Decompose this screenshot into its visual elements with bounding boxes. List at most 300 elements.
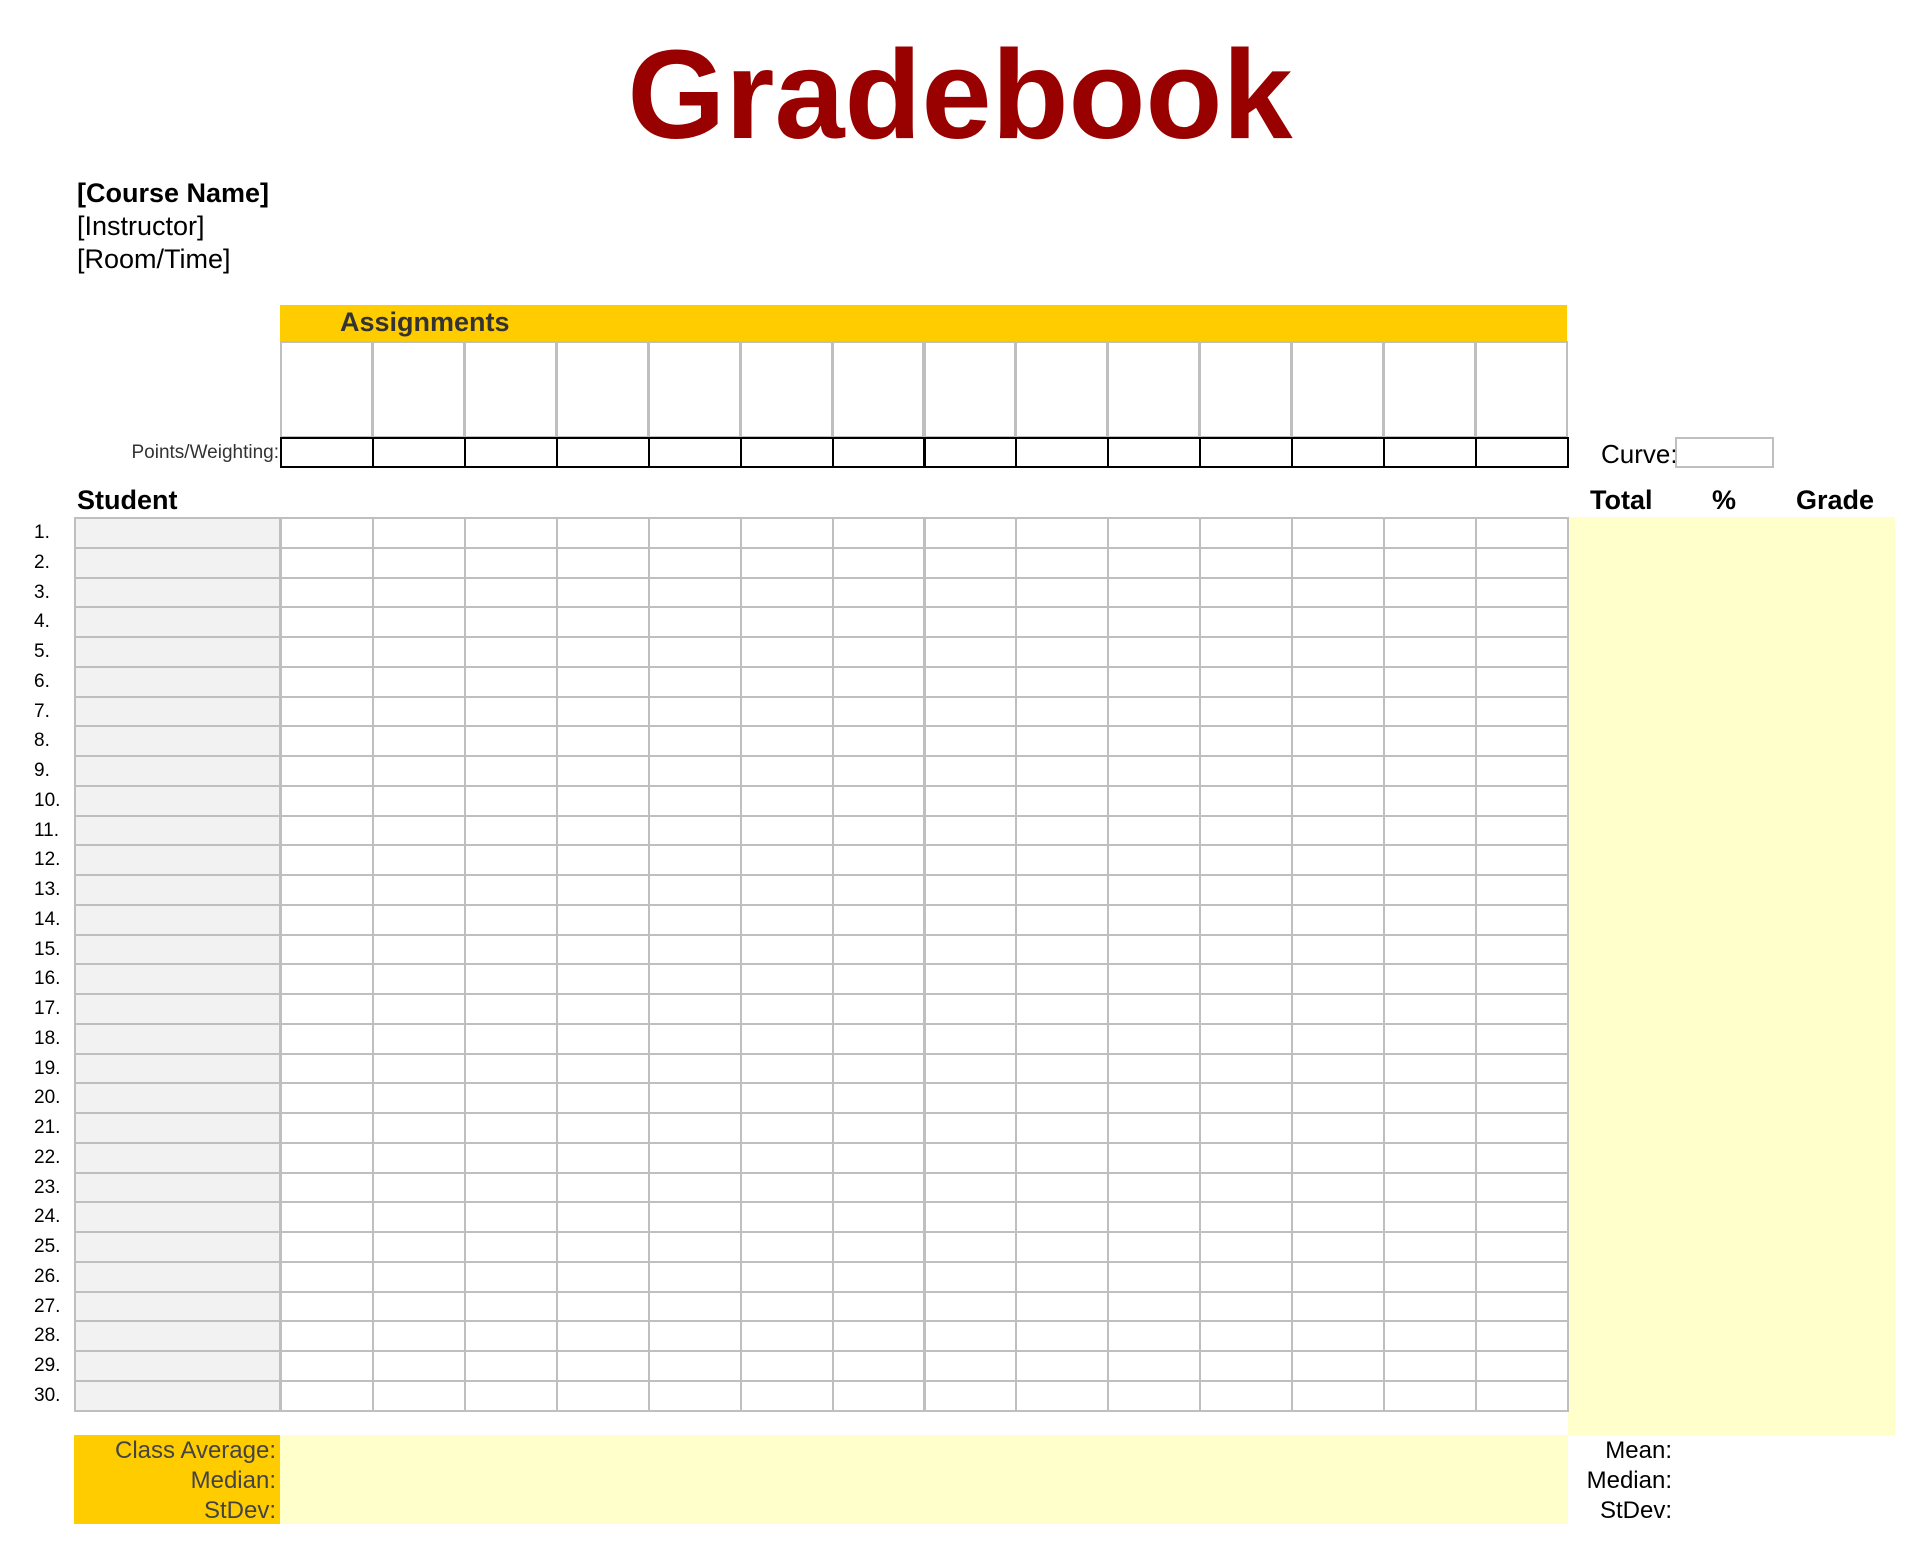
score-cell[interactable] bbox=[1475, 1201, 1569, 1233]
score-cell[interactable] bbox=[280, 934, 374, 966]
score-cell[interactable] bbox=[1383, 844, 1477, 876]
score-cell[interactable] bbox=[280, 785, 374, 817]
score-cell[interactable] bbox=[832, 577, 926, 609]
score-cell[interactable] bbox=[1291, 547, 1385, 579]
student-name-cell[interactable] bbox=[74, 1112, 281, 1144]
score-cell[interactable] bbox=[1475, 1231, 1569, 1263]
score-cell[interactable] bbox=[832, 815, 926, 847]
score-cell[interactable] bbox=[372, 577, 466, 609]
score-cell[interactable] bbox=[280, 1172, 374, 1204]
score-cell[interactable] bbox=[648, 666, 742, 698]
score-cell[interactable] bbox=[1015, 1172, 1109, 1204]
score-cell[interactable] bbox=[280, 696, 374, 728]
score-cell[interactable] bbox=[832, 1082, 926, 1114]
score-cell[interactable] bbox=[280, 993, 374, 1025]
score-cell[interactable] bbox=[280, 844, 374, 876]
points-cell[interactable] bbox=[1199, 437, 1293, 468]
score-cell[interactable] bbox=[1475, 577, 1569, 609]
score-cell[interactable] bbox=[1475, 785, 1569, 817]
score-cell[interactable] bbox=[556, 1172, 650, 1204]
score-cell[interactable] bbox=[924, 577, 1018, 609]
score-cell[interactable] bbox=[280, 1082, 374, 1114]
score-cell[interactable] bbox=[648, 1350, 742, 1382]
score-cell[interactable] bbox=[464, 904, 558, 936]
score-cell[interactable] bbox=[372, 1350, 466, 1382]
score-cell[interactable] bbox=[1199, 1261, 1293, 1293]
score-cell[interactable] bbox=[1291, 1201, 1385, 1233]
score-cell[interactable] bbox=[280, 636, 374, 668]
score-cell[interactable] bbox=[648, 844, 742, 876]
score-cell[interactable] bbox=[372, 1053, 466, 1085]
score-cell[interactable] bbox=[1475, 1172, 1569, 1204]
score-cell[interactable] bbox=[1107, 934, 1201, 966]
student-name-cell[interactable] bbox=[74, 547, 281, 579]
score-cell[interactable] bbox=[372, 963, 466, 995]
score-cell[interactable] bbox=[740, 606, 834, 638]
score-cell[interactable] bbox=[1291, 606, 1385, 638]
score-cell[interactable] bbox=[556, 517, 650, 549]
assignment-name-cell[interactable] bbox=[556, 341, 649, 438]
score-cell[interactable] bbox=[648, 547, 742, 579]
score-cell[interactable] bbox=[1107, 696, 1201, 728]
score-cell[interactable] bbox=[832, 696, 926, 728]
score-cell[interactable] bbox=[556, 1142, 650, 1174]
score-cell[interactable] bbox=[1015, 874, 1109, 906]
points-cell[interactable] bbox=[740, 437, 834, 468]
score-cell[interactable] bbox=[924, 1261, 1018, 1293]
score-cell[interactable] bbox=[740, 904, 834, 936]
instructor[interactable]: [Instructor] bbox=[77, 211, 205, 241]
score-cell[interactable] bbox=[1475, 1350, 1569, 1382]
score-cell[interactable] bbox=[1291, 1053, 1385, 1085]
score-cell[interactable] bbox=[924, 844, 1018, 876]
score-cell[interactable] bbox=[648, 1201, 742, 1233]
score-cell[interactable] bbox=[556, 785, 650, 817]
score-cell[interactable] bbox=[372, 666, 466, 698]
score-cell[interactable] bbox=[648, 1380, 742, 1412]
score-cell[interactable] bbox=[1383, 874, 1477, 906]
score-cell[interactable] bbox=[280, 755, 374, 787]
score-cell[interactable] bbox=[1107, 815, 1201, 847]
score-cell[interactable] bbox=[372, 1320, 466, 1352]
score-cell[interactable] bbox=[1199, 1023, 1293, 1055]
score-cell[interactable] bbox=[280, 1231, 374, 1263]
score-cell[interactable] bbox=[832, 1142, 926, 1174]
score-cell[interactable] bbox=[372, 725, 466, 757]
score-cell[interactable] bbox=[740, 1142, 834, 1174]
score-cell[interactable] bbox=[648, 874, 742, 906]
score-cell[interactable] bbox=[1475, 934, 1569, 966]
score-cell[interactable] bbox=[1015, 666, 1109, 698]
points-cell[interactable] bbox=[1291, 437, 1385, 468]
score-cell[interactable] bbox=[1291, 934, 1385, 966]
score-cell[interactable] bbox=[740, 666, 834, 698]
score-cell[interactable] bbox=[648, 1172, 742, 1204]
score-cell[interactable] bbox=[464, 517, 558, 549]
student-name-cell[interactable] bbox=[74, 1023, 281, 1055]
score-cell[interactable] bbox=[280, 1201, 374, 1233]
score-cell[interactable] bbox=[832, 606, 926, 638]
score-cell[interactable] bbox=[1383, 963, 1477, 995]
score-cell[interactable] bbox=[464, 874, 558, 906]
score-cell[interactable] bbox=[1015, 844, 1109, 876]
score-cell[interactable] bbox=[1199, 993, 1293, 1025]
score-cell[interactable] bbox=[924, 1053, 1018, 1085]
score-cell[interactable] bbox=[1015, 1320, 1109, 1352]
score-cell[interactable] bbox=[556, 1231, 650, 1263]
score-cell[interactable] bbox=[280, 815, 374, 847]
score-cell[interactable] bbox=[1107, 1053, 1201, 1085]
score-cell[interactable] bbox=[1475, 815, 1569, 847]
score-cell[interactable] bbox=[1107, 993, 1201, 1025]
score-cell[interactable] bbox=[464, 577, 558, 609]
student-name-cell[interactable] bbox=[74, 696, 281, 728]
score-cell[interactable] bbox=[556, 666, 650, 698]
score-cell[interactable] bbox=[556, 1023, 650, 1055]
score-cell[interactable] bbox=[832, 666, 926, 698]
score-cell[interactable] bbox=[1383, 755, 1477, 787]
score-cell[interactable] bbox=[1383, 1201, 1477, 1233]
score-cell[interactable] bbox=[648, 577, 742, 609]
score-cell[interactable] bbox=[464, 785, 558, 817]
score-cell[interactable] bbox=[832, 1023, 926, 1055]
score-cell[interactable] bbox=[1475, 963, 1569, 995]
score-cell[interactable] bbox=[1383, 1082, 1477, 1114]
student-name-cell[interactable] bbox=[74, 1380, 281, 1412]
score-cell[interactable] bbox=[464, 547, 558, 579]
score-cell[interactable] bbox=[1107, 1201, 1201, 1233]
score-cell[interactable] bbox=[1015, 1082, 1109, 1114]
score-cell[interactable] bbox=[832, 517, 926, 549]
score-cell[interactable] bbox=[1199, 844, 1293, 876]
score-cell[interactable] bbox=[832, 844, 926, 876]
student-name-cell[interactable] bbox=[74, 1053, 281, 1085]
score-cell[interactable] bbox=[1291, 1023, 1385, 1055]
score-cell[interactable] bbox=[924, 666, 1018, 698]
score-cell[interactable] bbox=[556, 904, 650, 936]
score-cell[interactable] bbox=[372, 755, 466, 787]
score-cell[interactable] bbox=[648, 1320, 742, 1352]
score-cell[interactable] bbox=[556, 1112, 650, 1144]
score-cell[interactable] bbox=[556, 1291, 650, 1323]
score-cell[interactable] bbox=[1475, 1082, 1569, 1114]
score-cell[interactable] bbox=[1291, 725, 1385, 757]
score-cell[interactable] bbox=[924, 1291, 1018, 1323]
score-cell[interactable] bbox=[280, 606, 374, 638]
score-cell[interactable] bbox=[648, 904, 742, 936]
score-cell[interactable] bbox=[1199, 1053, 1293, 1085]
score-cell[interactable] bbox=[1475, 1320, 1569, 1352]
student-name-cell[interactable] bbox=[74, 934, 281, 966]
score-cell[interactable] bbox=[832, 1201, 926, 1233]
score-cell[interactable] bbox=[1291, 1350, 1385, 1382]
score-cell[interactable] bbox=[740, 577, 834, 609]
score-cell[interactable] bbox=[1107, 1142, 1201, 1174]
score-cell[interactable] bbox=[1107, 755, 1201, 787]
score-cell[interactable] bbox=[372, 1142, 466, 1174]
score-cell[interactable] bbox=[740, 815, 834, 847]
student-name-cell[interactable] bbox=[74, 577, 281, 609]
score-cell[interactable] bbox=[924, 606, 1018, 638]
score-cell[interactable] bbox=[1383, 1320, 1477, 1352]
assignment-name-cell[interactable] bbox=[1383, 341, 1476, 438]
score-cell[interactable] bbox=[740, 1112, 834, 1144]
score-cell[interactable] bbox=[464, 725, 558, 757]
score-cell[interactable] bbox=[832, 963, 926, 995]
score-cell[interactable] bbox=[1107, 1082, 1201, 1114]
score-cell[interactable] bbox=[1383, 785, 1477, 817]
score-cell[interactable] bbox=[832, 1053, 926, 1085]
score-cell[interactable] bbox=[556, 963, 650, 995]
score-cell[interactable] bbox=[740, 1053, 834, 1085]
score-cell[interactable] bbox=[832, 1320, 926, 1352]
assignment-name-cell[interactable] bbox=[832, 341, 925, 438]
score-cell[interactable] bbox=[556, 874, 650, 906]
score-cell[interactable] bbox=[1383, 547, 1477, 579]
score-cell[interactable] bbox=[1107, 577, 1201, 609]
score-cell[interactable] bbox=[648, 1112, 742, 1144]
score-cell[interactable] bbox=[1383, 1350, 1477, 1382]
score-cell[interactable] bbox=[1107, 1023, 1201, 1055]
points-cell[interactable] bbox=[1107, 437, 1201, 468]
score-cell[interactable] bbox=[1475, 1023, 1569, 1055]
score-cell[interactable] bbox=[1383, 1172, 1477, 1204]
score-cell[interactable] bbox=[280, 904, 374, 936]
student-name-cell[interactable] bbox=[74, 755, 281, 787]
score-cell[interactable] bbox=[1383, 636, 1477, 668]
score-cell[interactable] bbox=[740, 1380, 834, 1412]
score-cell[interactable] bbox=[1015, 517, 1109, 549]
score-cell[interactable] bbox=[1199, 1231, 1293, 1263]
score-cell[interactable] bbox=[556, 1201, 650, 1233]
score-cell[interactable] bbox=[1199, 1201, 1293, 1233]
assignment-name-cell[interactable] bbox=[372, 341, 465, 438]
score-cell[interactable] bbox=[832, 725, 926, 757]
assignment-name-cell[interactable] bbox=[280, 341, 373, 438]
score-cell[interactable] bbox=[1475, 1142, 1569, 1174]
score-cell[interactable] bbox=[1291, 904, 1385, 936]
score-cell[interactable] bbox=[924, 547, 1018, 579]
score-cell[interactable] bbox=[1383, 517, 1477, 549]
score-cell[interactable] bbox=[280, 1261, 374, 1293]
score-cell[interactable] bbox=[1383, 993, 1477, 1025]
score-cell[interactable] bbox=[1383, 725, 1477, 757]
score-cell[interactable] bbox=[464, 1201, 558, 1233]
score-cell[interactable] bbox=[556, 844, 650, 876]
score-cell[interactable] bbox=[832, 1112, 926, 1144]
score-cell[interactable] bbox=[464, 1231, 558, 1263]
score-cell[interactable] bbox=[372, 636, 466, 668]
score-cell[interactable] bbox=[1015, 755, 1109, 787]
score-cell[interactable] bbox=[648, 963, 742, 995]
score-cell[interactable] bbox=[1383, 1053, 1477, 1085]
score-cell[interactable] bbox=[1291, 1082, 1385, 1114]
score-cell[interactable] bbox=[464, 1350, 558, 1382]
score-cell[interactable] bbox=[1291, 874, 1385, 906]
score-cell[interactable] bbox=[1291, 517, 1385, 549]
score-cell[interactable] bbox=[1199, 725, 1293, 757]
score-cell[interactable] bbox=[1383, 1023, 1477, 1055]
student-name-cell[interactable] bbox=[74, 517, 281, 549]
student-name-cell[interactable] bbox=[74, 1142, 281, 1174]
score-cell[interactable] bbox=[648, 934, 742, 966]
score-cell[interactable] bbox=[1475, 547, 1569, 579]
score-cell[interactable] bbox=[648, 993, 742, 1025]
score-cell[interactable] bbox=[372, 785, 466, 817]
score-cell[interactable] bbox=[740, 547, 834, 579]
score-cell[interactable] bbox=[1199, 934, 1293, 966]
score-cell[interactable] bbox=[1291, 815, 1385, 847]
assignment-name-cell[interactable] bbox=[1015, 341, 1108, 438]
score-cell[interactable] bbox=[924, 1350, 1018, 1382]
score-cell[interactable] bbox=[924, 993, 1018, 1025]
score-cell[interactable] bbox=[280, 1023, 374, 1055]
score-cell[interactable] bbox=[1015, 904, 1109, 936]
score-cell[interactable] bbox=[924, 1320, 1018, 1352]
score-cell[interactable] bbox=[1107, 1261, 1201, 1293]
score-cell[interactable] bbox=[372, 1112, 466, 1144]
student-name-cell[interactable] bbox=[74, 1082, 281, 1114]
points-cell[interactable] bbox=[556, 437, 650, 468]
score-cell[interactable] bbox=[464, 1023, 558, 1055]
score-cell[interactable] bbox=[648, 1023, 742, 1055]
score-cell[interactable] bbox=[372, 815, 466, 847]
score-cell[interactable] bbox=[1291, 1380, 1385, 1412]
score-cell[interactable] bbox=[464, 844, 558, 876]
score-cell[interactable] bbox=[1015, 934, 1109, 966]
score-cell[interactable] bbox=[372, 1023, 466, 1055]
score-cell[interactable] bbox=[372, 1231, 466, 1263]
score-cell[interactable] bbox=[464, 1291, 558, 1323]
score-cell[interactable] bbox=[464, 1380, 558, 1412]
score-cell[interactable] bbox=[1015, 547, 1109, 579]
score-cell[interactable] bbox=[924, 725, 1018, 757]
score-cell[interactable] bbox=[1199, 517, 1293, 549]
score-cell[interactable] bbox=[280, 874, 374, 906]
score-cell[interactable] bbox=[1475, 1380, 1569, 1412]
score-cell[interactable] bbox=[1015, 785, 1109, 817]
score-cell[interactable] bbox=[556, 993, 650, 1025]
score-cell[interactable] bbox=[1199, 547, 1293, 579]
score-cell[interactable] bbox=[556, 1053, 650, 1085]
student-name-cell[interactable] bbox=[74, 815, 281, 847]
score-cell[interactable] bbox=[1475, 1261, 1569, 1293]
score-cell[interactable] bbox=[464, 666, 558, 698]
score-cell[interactable] bbox=[1015, 606, 1109, 638]
score-cell[interactable] bbox=[1107, 1350, 1201, 1382]
assignment-name-cell[interactable] bbox=[924, 341, 1017, 438]
score-cell[interactable] bbox=[556, 1261, 650, 1293]
score-cell[interactable] bbox=[464, 696, 558, 728]
score-cell[interactable] bbox=[556, 755, 650, 787]
score-cell[interactable] bbox=[1291, 963, 1385, 995]
score-cell[interactable] bbox=[832, 934, 926, 966]
score-cell[interactable] bbox=[372, 606, 466, 638]
assignment-name-cell[interactable] bbox=[464, 341, 557, 438]
score-cell[interactable] bbox=[1383, 606, 1477, 638]
score-cell[interactable] bbox=[648, 1261, 742, 1293]
score-cell[interactable] bbox=[648, 1142, 742, 1174]
score-cell[interactable] bbox=[1199, 1380, 1293, 1412]
score-cell[interactable] bbox=[1199, 963, 1293, 995]
score-cell[interactable] bbox=[556, 1082, 650, 1114]
score-cell[interactable] bbox=[372, 874, 466, 906]
curve-input[interactable] bbox=[1675, 437, 1774, 468]
score-cell[interactable] bbox=[280, 577, 374, 609]
score-cell[interactable] bbox=[1199, 755, 1293, 787]
score-cell[interactable] bbox=[1107, 874, 1201, 906]
student-name-cell[interactable] bbox=[74, 1172, 281, 1204]
score-cell[interactable] bbox=[1291, 1261, 1385, 1293]
score-cell[interactable] bbox=[1107, 547, 1201, 579]
score-cell[interactable] bbox=[1107, 1172, 1201, 1204]
score-cell[interactable] bbox=[372, 844, 466, 876]
score-cell[interactable] bbox=[740, 1231, 834, 1263]
score-cell[interactable] bbox=[1199, 785, 1293, 817]
score-cell[interactable] bbox=[464, 636, 558, 668]
score-cell[interactable] bbox=[1383, 934, 1477, 966]
score-cell[interactable] bbox=[740, 1023, 834, 1055]
student-name-cell[interactable] bbox=[74, 993, 281, 1025]
score-cell[interactable] bbox=[1199, 1172, 1293, 1204]
score-cell[interactable] bbox=[1199, 1320, 1293, 1352]
score-cell[interactable] bbox=[1475, 725, 1569, 757]
score-cell[interactable] bbox=[740, 1350, 834, 1382]
score-cell[interactable] bbox=[1015, 725, 1109, 757]
score-cell[interactable] bbox=[924, 755, 1018, 787]
score-cell[interactable] bbox=[1107, 1380, 1201, 1412]
score-cell[interactable] bbox=[1291, 1172, 1385, 1204]
assignment-name-cell[interactable] bbox=[1291, 341, 1384, 438]
score-cell[interactable] bbox=[740, 517, 834, 549]
score-cell[interactable] bbox=[280, 725, 374, 757]
score-cell[interactable] bbox=[1015, 636, 1109, 668]
score-cell[interactable] bbox=[648, 1231, 742, 1263]
score-cell[interactable] bbox=[924, 1142, 1018, 1174]
score-cell[interactable] bbox=[648, 1082, 742, 1114]
score-cell[interactable] bbox=[280, 666, 374, 698]
score-cell[interactable] bbox=[1383, 1380, 1477, 1412]
score-cell[interactable] bbox=[372, 1291, 466, 1323]
score-cell[interactable] bbox=[1107, 1320, 1201, 1352]
score-cell[interactable] bbox=[280, 1350, 374, 1382]
room-time[interactable]: [Room/Time] bbox=[77, 244, 231, 274]
points-cell[interactable] bbox=[1475, 437, 1569, 468]
student-name-cell[interactable] bbox=[74, 1320, 281, 1352]
score-cell[interactable] bbox=[464, 1053, 558, 1085]
score-cell[interactable] bbox=[924, 1380, 1018, 1412]
score-cell[interactable] bbox=[740, 1201, 834, 1233]
score-cell[interactable] bbox=[280, 963, 374, 995]
assignment-name-cell[interactable] bbox=[1199, 341, 1292, 438]
score-cell[interactable] bbox=[556, 577, 650, 609]
score-cell[interactable] bbox=[740, 755, 834, 787]
points-cell[interactable] bbox=[1383, 437, 1477, 468]
score-cell[interactable] bbox=[1291, 844, 1385, 876]
score-cell[interactable] bbox=[1383, 1291, 1477, 1323]
score-cell[interactable] bbox=[556, 606, 650, 638]
score-cell[interactable] bbox=[832, 1231, 926, 1263]
score-cell[interactable] bbox=[1107, 517, 1201, 549]
score-cell[interactable] bbox=[832, 1172, 926, 1204]
score-cell[interactable] bbox=[648, 606, 742, 638]
score-cell[interactable] bbox=[924, 1231, 1018, 1263]
score-cell[interactable] bbox=[740, 696, 834, 728]
score-cell[interactable] bbox=[1015, 1261, 1109, 1293]
student-name-cell[interactable] bbox=[74, 725, 281, 757]
score-cell[interactable] bbox=[1107, 666, 1201, 698]
score-cell[interactable] bbox=[832, 1291, 926, 1323]
